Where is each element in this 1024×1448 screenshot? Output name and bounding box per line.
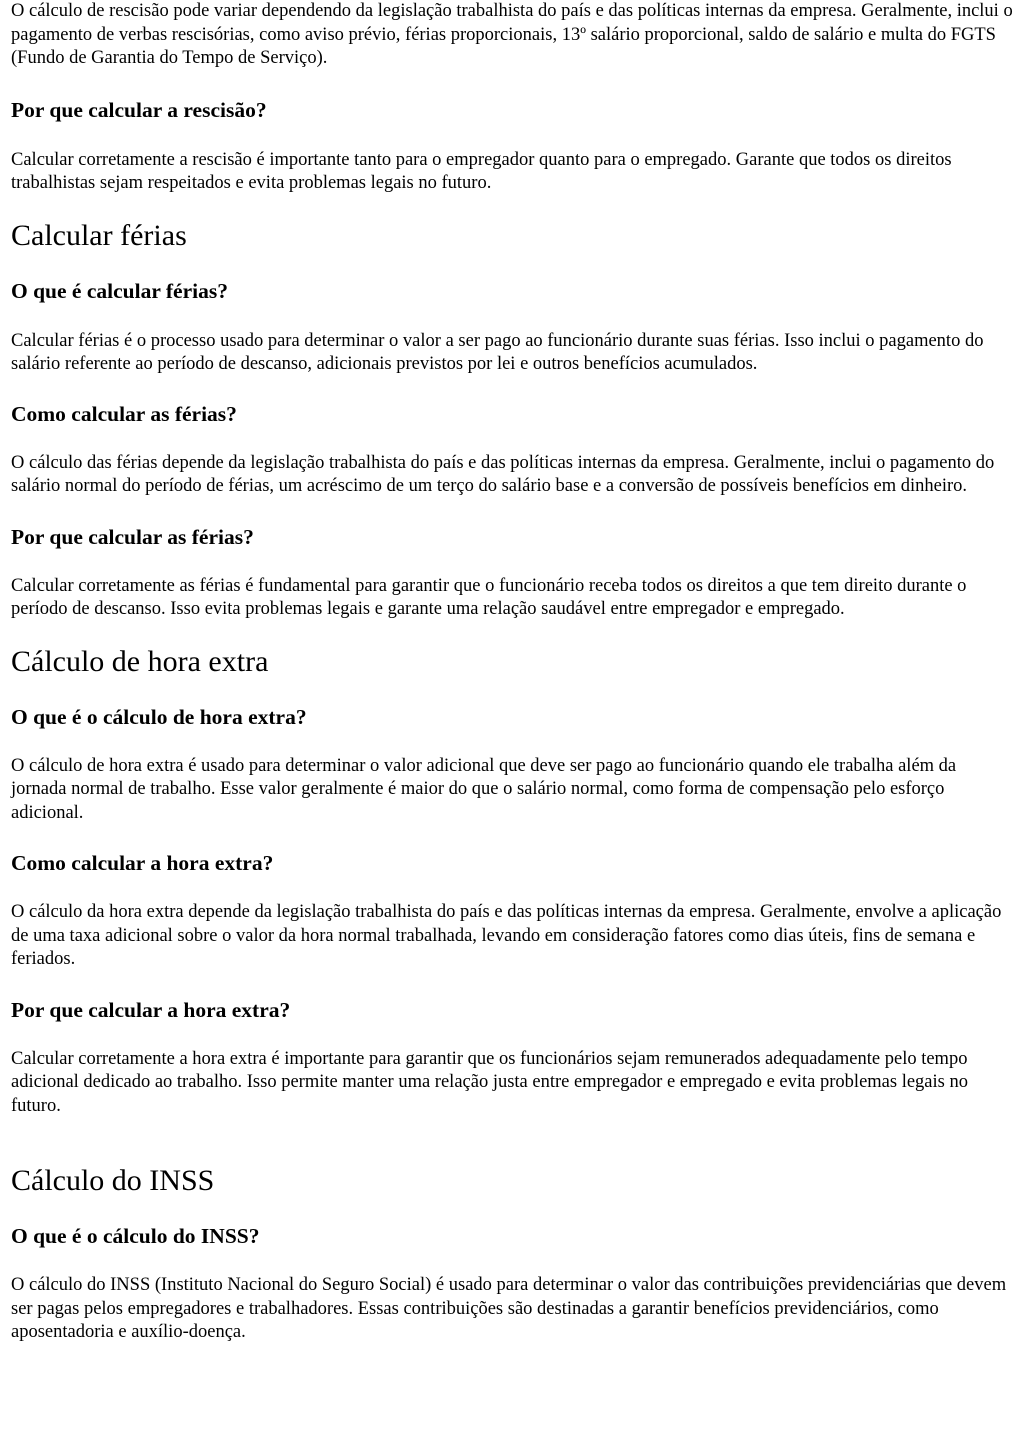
ferias-why-paragraph: Calcular corretamente as férias é fundamental para garantir que o funcionário receba todos os direitos a que tem direito durante o período de descanso. Isso evita problemas legais e garante uma relação saudável entre empregador e empregado. [11, 575, 967, 619]
hora-extra-why-paragraph: Calcular corretamente a hora extra é importante para garantir que os funcionários sejam remunerados adequadamente pelo tempo adicional dedicado ao trabalho. Isso permite manter uma relação justa entre empregador e empregado e evita problemas legais no futuro. [11, 1048, 968, 1116]
rescisao-intro-paragraph: O cálculo de rescisão pode variar dependendo da legislação trabalhista do país e das políticas internas da empresa. Geralmente, inclui o pagamento de verbas rescisórias, como aviso prévio, férias proporcionais, 13º salário proporcional, saldo de salário e multa do FGTS (Fundo de Garantia do Tempo de Serviço). [11, 1, 1013, 68]
hora-extra-section-title: Cálculo de hora extra [11, 644, 269, 678]
hora-extra-how-heading: Como calcular a hora extra? [11, 851, 274, 875]
inss-section-title: Cálculo do INSS [11, 1164, 215, 1197]
inss-what-heading: O que é o cálculo do INSS? [11, 1224, 260, 1248]
ferias-section-title: Calcular férias [11, 218, 187, 252]
hora-extra-what-paragraph: O cálculo de hora extra é usado para determinar o valor adicional que deve ser pago ao funcionário quando ele trabalha além da jornada normal de trabalho. Esse valor geralmente é maior do que o salário normal, como forma de compensação pelo esforço adicional. [11, 755, 957, 823]
ferias-how-heading: Como calcular as férias? [11, 401, 237, 426]
rescisao-why-heading: Por que calcular a rescisão? [11, 97, 267, 122]
ferias-what-heading: O que é calcular férias? [11, 278, 228, 303]
ferias-why-heading: Por que calcular as férias? [11, 524, 254, 549]
inss-what-paragraph: O cálculo do INSS (Instituto Nacional do Seguro Social) é usado para determinar o valor das contribuições previdenciárias que devem ser pagas pelos empregadores e trabalhadores. Essas contribuições são destinadas a garantir benefícios previdenciários, como aposentadoria e auxílio-doença. [11, 1275, 1007, 1342]
rescisao-why-paragraph: Calcular corretamente a rescisão é importante tanto para o empregador quanto para o empregado. Garante que todos os direitos trabalhistas sejam respeitados e evita problemas legais no futuro. [11, 149, 952, 193]
hora-extra-how-paragraph: O cálculo da hora extra depende da legislação trabalhista do país e das políticas internas da empresa. Geralmente, envolve a aplicação de uma taxa adicional sobre o valor da hora normal trabalhada, levando em consideração fatores como dias úteis, fins de semana e feriados. [11, 902, 1002, 969]
ferias-how-paragraph: O cálculo das férias depende da legislação trabalhista do país e das políticas internas da empresa. Geralmente, inclui o pagamento do salário normal do período de férias, um acréscimo de um terço do salário base e a conversão de possíveis benefícios em dinheiro. [11, 452, 995, 496]
hora-extra-why-heading: Por que calcular a hora extra? [11, 997, 291, 1022]
ferias-what-paragraph: Calcular férias é o processo usado para determinar o valor a ser pago ao funcionário durante suas férias. Isso inclui o pagamento do salário referente ao período de descanso, adicionais previstos por lei e outros benefícios acumulados. [11, 330, 984, 374]
hora-extra-what-heading: O que é o cálculo de hora extra? [11, 704, 307, 729]
